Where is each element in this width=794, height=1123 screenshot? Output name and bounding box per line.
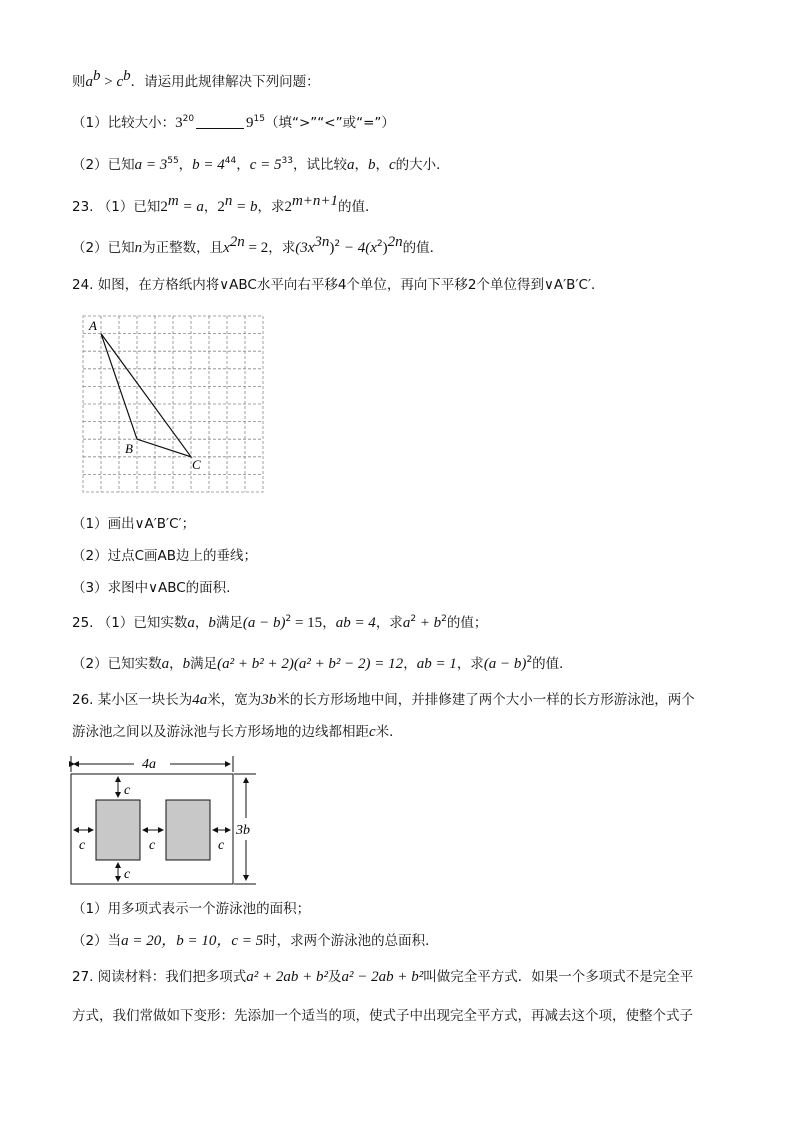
gap-c-bottom-label: c [124,867,131,882]
pool-figure-26 [66,752,266,892]
gap-c-left-label: c [79,838,86,853]
vertex-c-label: C [192,457,201,472]
gap-c-middle-label: c [149,838,156,853]
question-23-2: （2）已知n为正整数，且$x^{2n} = 2$，求$(3x^{3n})^2 - 4(x^2)^{2n}$的值． [72,234,444,256]
gap-c-right-label: c [218,838,225,853]
question-25-2: （2）已知实数a，b满足(a² + b² + 2)(a² + b² − 2) = 12，ab = 1，求$(a - b)^2$的值． [72,655,573,672]
question-27-line2: 方式，我们常做如下变形：先添加一个适当的项，使式子中出现完全平方式，再减去这个项，使整个式子 [72,1008,693,1024]
question-26-line2: 游泳池之间以及游泳池与长方形场地的边线都相距c米． [72,724,403,740]
question-24: 24. 如图，在方格纸内将∨ABC水平向右平移4个单位，再向下平移2个单位得到∨A′B′C′． [72,277,605,293]
pool-right [166,800,210,860]
question-25-1: 25. （1）已知实数a，b满足$(a - b)^2 = 15$，ab = 4，求$a^2 + b^2$的值； [72,614,488,631]
triangle-abc [101,334,191,457]
question-24-1: （1）画出∨A′B′C′； [72,516,196,532]
question-23-1: 23. （1）已知$2^m = a$，$2^n = b$，求$2^{m+n+1}$的值． [72,193,379,215]
question-24-2: （2）过点C画AB边上的垂线； [72,548,258,564]
answer-blank[interactable] [196,114,244,129]
vertex-b-label: B [125,441,133,456]
grid-lines [83,316,263,492]
gap-c-top-label: c [124,783,131,798]
dim-3b-label: 3b [236,823,250,838]
dim-4a-label: 4a [142,757,156,772]
question-22-2: （2）已知$a = 3^{55}$，$b = 4^{44}$，$c = 5^{33}$，试比较a，b，c的大小． [72,156,450,173]
question-26-line1: 26. 某小区一块长为4a米，宽为3b米的长方形场地中间，并排修建了两个大小一样的长方形游泳池，两个 [72,692,695,708]
question-26-1: （1）用多项式表示一个游泳池的面积； [72,901,311,917]
question-27-line1: 27. 阅读材料：我们把多项式a² + 2ab + b²及a² − 2ab + b²叫做完全平方式．如果一个多项式不是完全平 [72,969,694,985]
pool-left [96,800,140,860]
question-24-3: （3）求图中∨ABC的面积. [72,580,231,596]
intro-line: 则$a^b > c^b$．请运用此规律解决下列问题： [72,68,320,90]
grid-figure-24 [80,312,270,498]
vertex-a-label: A [89,318,97,333]
question-22-1: （1）比较大小：$3^{20}$ $9^{15}$（填“>”“<”或“=”） [72,114,395,131]
question-26-2: （2）当a = 20，b = 10，c = 5时，求两个游泳池的总面积． [72,933,439,949]
